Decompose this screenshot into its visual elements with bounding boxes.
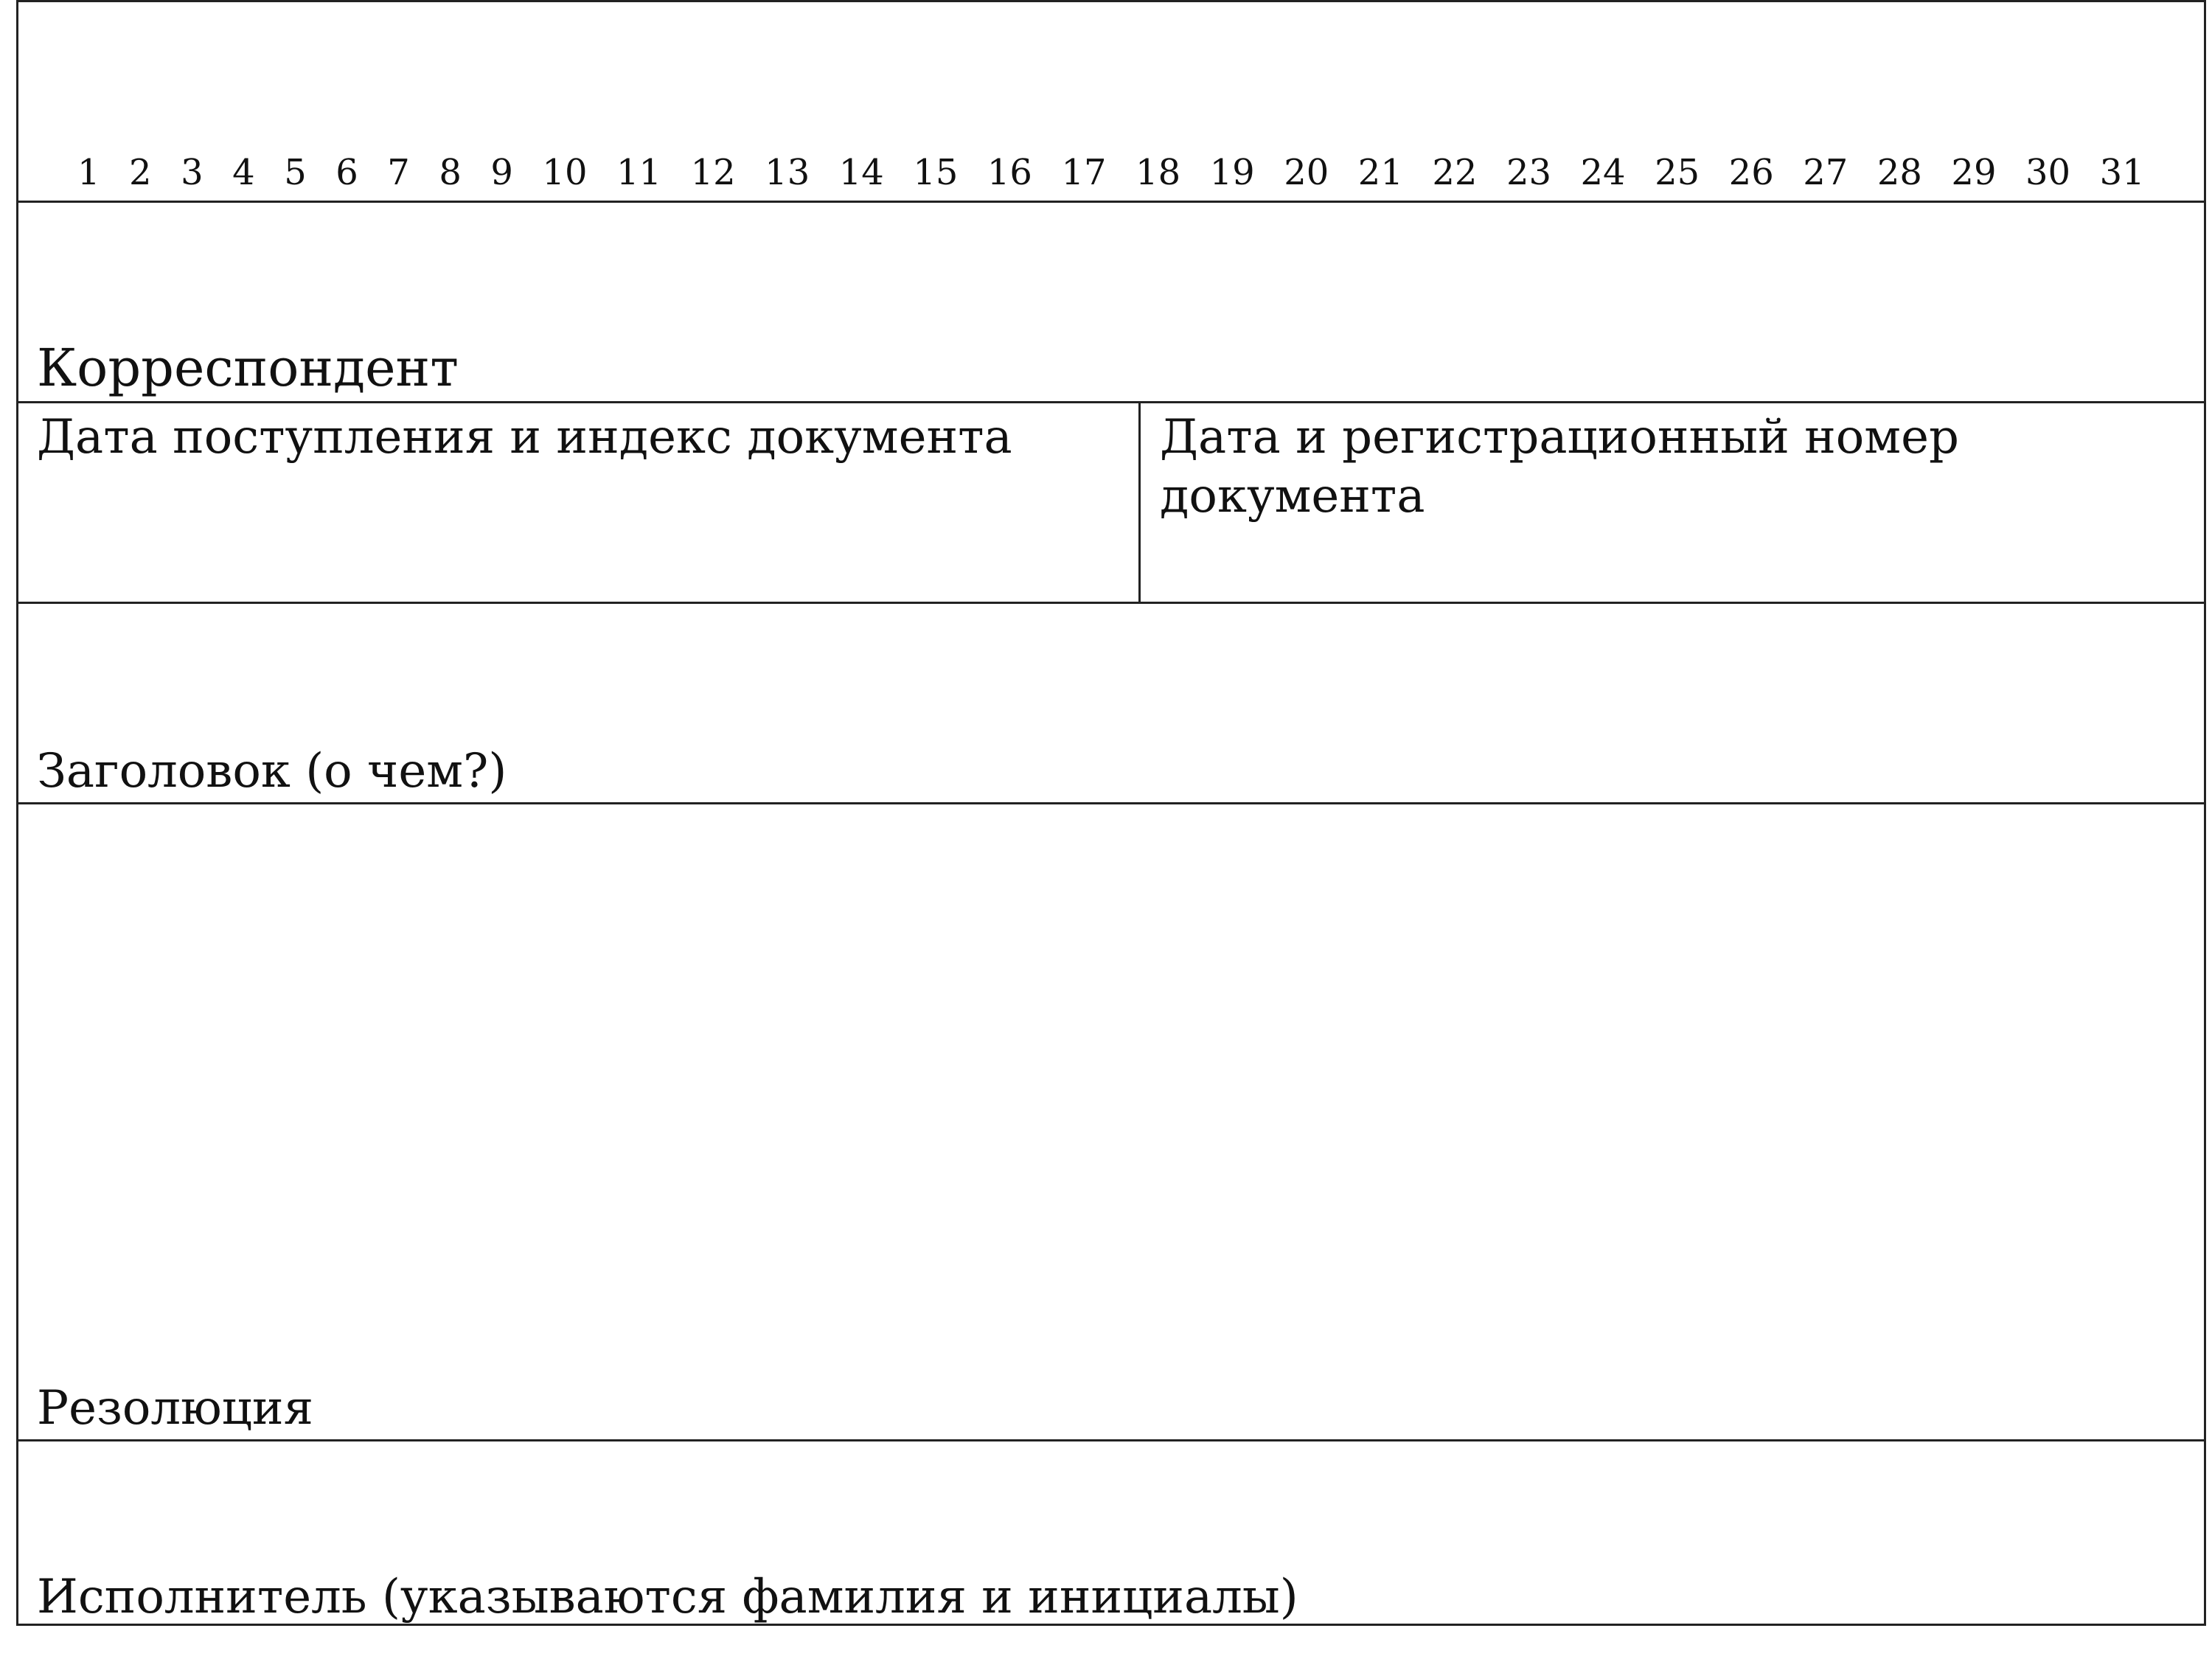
registration-date-label: Дата и регистрационный номер документа (1160, 410, 1959, 524)
day-number: 11 (616, 152, 662, 193)
day-numbers (77, 150, 2145, 195)
day-number: 19 (1209, 152, 1255, 193)
day-number: 25 (1655, 152, 1700, 193)
day-number: 3 (181, 152, 204, 193)
day-number: 29 (1951, 152, 1997, 193)
day-number: 26 (1728, 152, 1774, 193)
day-number: 5 (284, 152, 307, 193)
day-number: 15 (913, 152, 959, 193)
day-number: 18 (1135, 152, 1181, 193)
resolution-row (18, 804, 2204, 1441)
day-number: 24 (1580, 152, 1626, 193)
receipt-date-cell (18, 403, 1141, 602)
resolution-label: Резолюция (37, 1381, 313, 1436)
correspondent-row (18, 203, 2204, 403)
registration-date-cell (1141, 403, 2204, 602)
day-number: 13 (765, 152, 810, 193)
day-number: 2 (129, 152, 152, 193)
receipt-date-label: Дата поступления и индекс документа (37, 410, 1012, 465)
day-number: 30 (2025, 152, 2071, 193)
day-number: 17 (1061, 152, 1107, 193)
day-number: 10 (542, 152, 588, 193)
subject-label: Заголовок (о чем?) (37, 744, 507, 799)
day-number: 7 (387, 152, 410, 193)
day-number: 4 (232, 152, 255, 193)
day-number: 27 (1803, 152, 1848, 193)
dates-row (18, 403, 2204, 604)
day-number: 20 (1284, 152, 1329, 193)
day-number: 8 (439, 152, 462, 193)
day-number: 16 (987, 152, 1032, 193)
day-number: 14 (838, 152, 884, 193)
executor-label: Исполнитель (указываются фамилия и инициалы) (37, 1570, 1298, 1624)
registration-card (16, 0, 2206, 1626)
day-number: 22 (1432, 152, 1478, 193)
days-row (18, 2, 2204, 203)
day-number: 28 (1877, 152, 1922, 193)
day-number: 23 (1506, 152, 1552, 193)
day-number: 21 (1357, 152, 1403, 193)
day-number: 9 (490, 152, 513, 193)
subject-row (18, 604, 2204, 804)
day-number: 31 (2099, 152, 2145, 193)
day-number: 1 (77, 152, 100, 193)
day-number: 6 (335, 152, 358, 193)
correspondent-label: Корреспондент (37, 338, 459, 398)
day-number: 12 (690, 152, 736, 193)
executor-row (18, 1441, 2204, 1628)
